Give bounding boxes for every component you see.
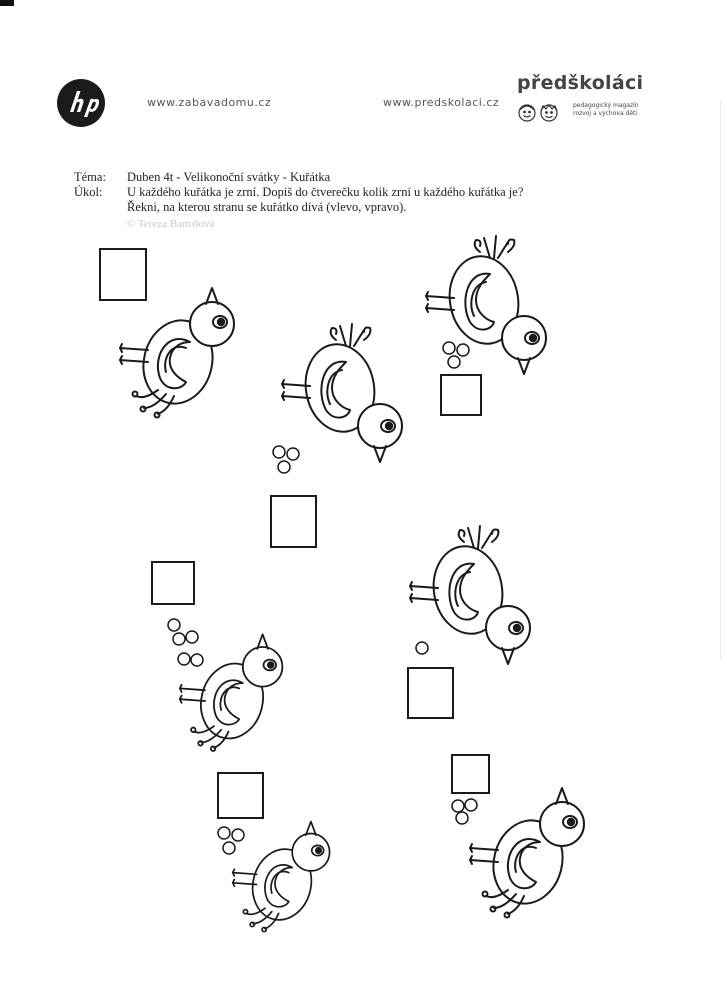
- grain: [186, 631, 198, 643]
- grain: [278, 461, 290, 473]
- grain: [287, 448, 299, 460]
- answer-box-2[interactable]: [271, 496, 316, 547]
- grain: [173, 633, 185, 645]
- chick-2: [271, 324, 402, 547]
- chick-6: [218, 773, 330, 932]
- answer-box-6[interactable]: [218, 773, 263, 818]
- topic-label: Téma:: [74, 170, 106, 184]
- answer-box-4[interactable]: [152, 562, 194, 604]
- grains-6: [218, 827, 244, 854]
- grains-3: [443, 342, 469, 368]
- url-zabavadomu: www.zabavadomu.cz: [147, 96, 272, 109]
- answer-box-7[interactable]: [452, 755, 489, 793]
- url-predskolaci: www.predskolaci.cz: [383, 96, 500, 109]
- brand-tagline: pedagogický magazín rozvoj a výchova dětí: [573, 102, 639, 117]
- chick-5: [408, 526, 530, 718]
- answer-box-1[interactable]: [100, 249, 146, 300]
- brand-name: předškoláci: [517, 72, 644, 94]
- chick-7: [452, 755, 584, 918]
- grain: [273, 446, 285, 458]
- grain: [178, 653, 190, 665]
- grains-4: [168, 619, 203, 666]
- grain: [416, 642, 428, 654]
- grain: [191, 654, 203, 666]
- grain: [168, 619, 180, 631]
- grain: [465, 799, 477, 811]
- grain: [457, 344, 469, 356]
- grain: [456, 812, 468, 824]
- task-label: Úkol:: [74, 185, 103, 199]
- grain: [452, 800, 464, 812]
- answer-box-3[interactable]: [441, 375, 481, 415]
- answer-box-5[interactable]: [408, 668, 453, 718]
- author-credit: © Tereza Bartošová: [127, 218, 215, 230]
- grains-5: [416, 642, 428, 654]
- chick-1: [100, 249, 234, 418]
- task-line-1: U každého kuřátka je zrní. Dopiš do čtverečku kolik zrní u každého kuřátka je?: [127, 185, 524, 199]
- chick-3: [426, 236, 546, 415]
- grains-2: [273, 446, 299, 473]
- grains-7: [452, 799, 477, 824]
- topic-text: Duben 4t - Velikonoční svátky - Kuřátka: [127, 170, 331, 184]
- grain: [448, 356, 460, 368]
- grain: [223, 842, 235, 854]
- grain: [443, 342, 455, 354]
- chick-4: [152, 562, 282, 751]
- grain: [232, 829, 244, 841]
- grain: [218, 827, 230, 839]
- task-line-2: Řekni, na kterou stranu se kuřátko dívá (vlevo, vpravo).: [127, 200, 407, 214]
